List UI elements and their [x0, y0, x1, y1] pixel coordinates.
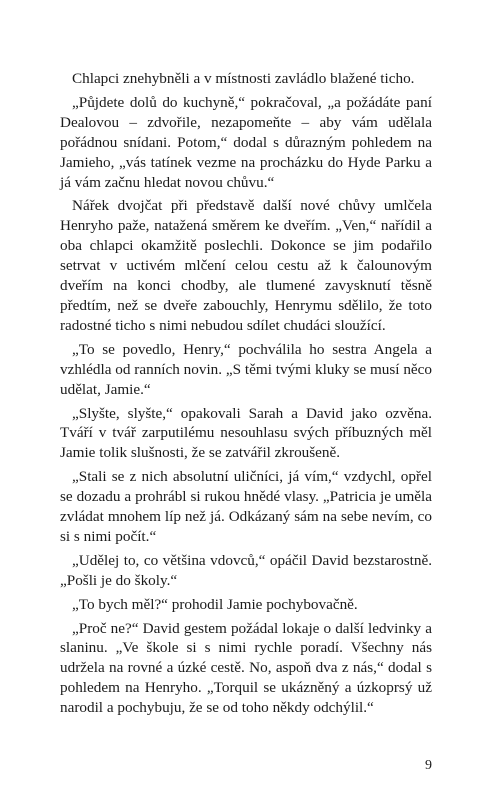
paragraph: „To se povedlo, Henry,“ pochválila ho sestra Angela a vzhlédla od ranních novin. „S těmi tvými kluky se musí něco udělat, Jamie.“ [60, 340, 432, 398]
paragraph: Nářek dvojčat při představě další nové chůvy umlčela Henryho paže, natažená směrem ke dveřím. „Ven,“ nařídil a oba chlapci okamžitě poslechli. Dokonce se jim podařilo setrvat v uctivém mlčení celou cestu až k čalounovým dveřím na konci chodby, ale tlumené zavysknutí těsně předtím, než se dveře zabouchly, Henrymu sdělilo, že toto radostné ticho s nimi nebudou sdílet chudáci sloužící. [60, 197, 432, 334]
paragraph: „Stali se z nich absolutní uličníci, já vím,“ vzdychl, opřel se dozadu a prohrábl si rukou hnědé vlasy. „Patricia je uměla zvládat mnohem líp než já. Odkázaný sám na sebe nevím, co si s nimi počít.“ [60, 468, 432, 545]
paragraph: „To bych měl?“ prohodil Jamie pochybovačně. [72, 595, 358, 613]
paragraph: „Proč ne?“ David gestem požádal lokaje o další ledvinky a slaninu. „Ve škole si s nimi rychle poradí. Všechny nás udržela na rovné a úzké cestě. No, aspoň dva z nás,“ dodal s pohledem na Henryho. „Torquil se ukázněný a úzkoprsý už narodil a pochybuju, že se od toho někdy odchýlil.“ [60, 619, 432, 717]
paragraph: „Udělej to, co většina vdovců,“ opáčil David bezstarostně. „Pošli je do školy.“ [60, 551, 432, 589]
page-number: 9 [425, 758, 432, 773]
paragraph: Chlapci znehybněli a v místnosti zavládlo blažené ticho. [72, 70, 415, 87]
body-text [60, 69, 432, 722]
paragraph: „Slyšte, slyšte,“ opakovali Sarah a David jako ozvěna. Tváří v tvář zarputilému nesouhlasu svých příbuzných měl Jamie tolik slušnosti, že se zatvářil zkroušeně. [60, 404, 432, 462]
paragraph: „Půjdete dolů do kuchyně,“ pokračoval, „a požádáte paní Dealovou – zdvořile, nezapomeňte – aby vám udělala pořádnou snídani. Potom,“ dodal s důrazným pohledem na Jamieho, „vás tatínek vezme na procházku do Hyde Parku a já vám začnu hledat novou chůvu.“ [60, 93, 432, 191]
